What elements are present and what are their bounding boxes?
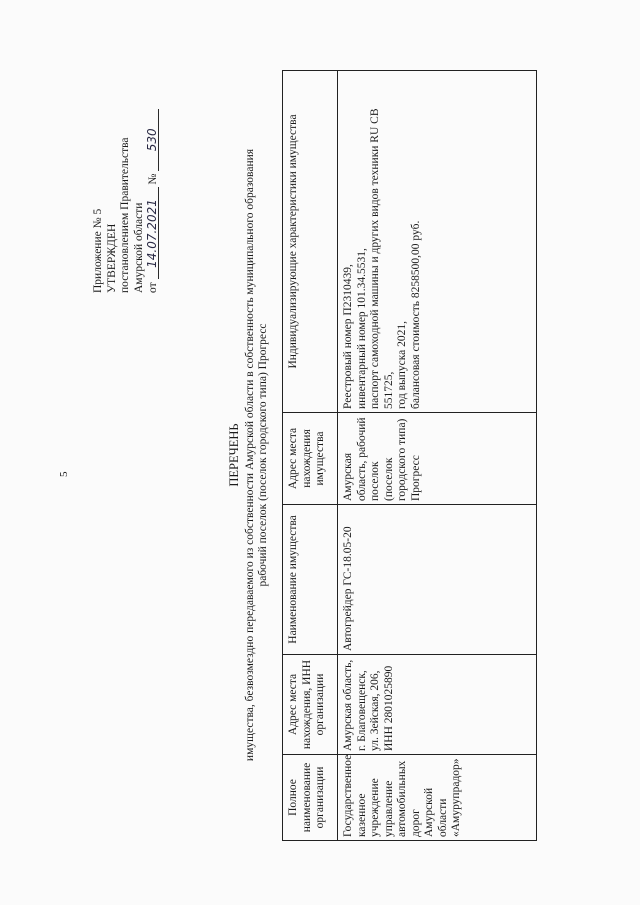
column-header-characteristics: Индивидуализирующие характеристики имущества bbox=[283, 71, 338, 413]
approved-label: УТВЕРЖДЕН bbox=[105, 223, 118, 293]
column-header-organization-address: Адрес места нахождения, ИНН организации bbox=[283, 655, 338, 755]
approval-number: 530 bbox=[146, 109, 159, 171]
appendix-label: Приложение № 5 bbox=[92, 208, 104, 293]
column-header-organization: Полное наименование организации bbox=[283, 755, 338, 841]
approval-date-line bbox=[146, 23, 161, 293]
document-subtitle bbox=[244, 65, 271, 845]
cell-text: Амурская область, г. Благовещенск, ул. Зейская, 206, ИНН 2801025890 bbox=[342, 659, 395, 751]
subtitle-line: рабочий поселок (поселок городского типа) Прогресс bbox=[257, 323, 269, 587]
cell-characteristics bbox=[338, 71, 537, 413]
date-prefix: от bbox=[147, 282, 159, 293]
column-header-property-name: Наименование имущества bbox=[283, 505, 338, 655]
approval-date: 14.07.2021 bbox=[146, 188, 159, 280]
cell-organization-address bbox=[338, 655, 537, 755]
title-block bbox=[228, 65, 271, 845]
cell-text: Автогрейдер ГС-18.05-20 bbox=[342, 526, 354, 651]
page-number: 5 bbox=[58, 471, 70, 477]
resolution-label: постановлением Правительства bbox=[119, 137, 131, 293]
column-header-property-address: Адрес места нахождения имущества bbox=[283, 413, 338, 505]
cell-property-address bbox=[338, 413, 537, 505]
document-title: ПЕРЕЧЕНЬ bbox=[227, 423, 241, 487]
number-prefix: № bbox=[147, 173, 159, 185]
cell-property-name bbox=[338, 505, 537, 655]
cell-text: Амурская область, рабочий поселок (поселок городского типа) Прогресс bbox=[342, 417, 422, 501]
table-row bbox=[338, 71, 537, 841]
region-label: Амурской области bbox=[132, 202, 145, 293]
subtitle-line: имущества, безвозмездно передаваемого из собственности Амурской области в собственность муниципального образования bbox=[243, 148, 256, 762]
approval-block bbox=[92, 23, 161, 293]
cell-organization bbox=[338, 755, 537, 841]
table-header-row bbox=[283, 71, 338, 841]
property-table bbox=[282, 70, 537, 841]
cell-text: Реестровый номер П2310439, инвентарный номер 101.34.5531, паспорт самоходной машины и других видов техники RU СВ 551725, год выпуска 2021, балансовая стоимость 8258500,00 руб. bbox=[342, 108, 422, 409]
cell-text: Государственное казенное учреждение управление автомобильных дорог Амурской области «Амурупрадор» bbox=[342, 754, 462, 837]
